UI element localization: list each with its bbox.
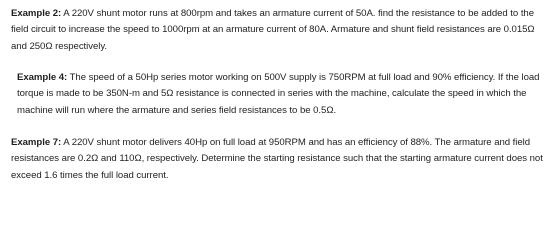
example-2-label: Example 2: — [11, 8, 62, 19]
example-4-label: Example 4: — [17, 72, 68, 83]
example-7-label: Example 7: — [11, 137, 62, 148]
example-2-text: A 220V shunt motor runs at 800rpm and takes an armature current of 50A. find the resistance to be added to the field circuit to increase the speed to 1000rpm at an armature current of 80A. Armature and shunt field resistances are 0.015Ω and 250Ω respectively. — [11, 8, 535, 52]
example-2-paragraph — [11, 6, 551, 55]
example-4-text: The speed of a 50Hp series motor working on 500V supply is 750RPM at full load and 90% efficiency. If the load torque is made to be 350N-m and 5Ω resistance is connected in series with the machine, calculate the speed in which the machine will run where the armature and series field resistances to be 0.5Ω. — [17, 72, 540, 116]
example-7-paragraph — [11, 135, 551, 184]
example-7-text: A 220V shunt motor delivers 40Hp on full load at 950RPM and has an efficiency of 88%. The armature and field resistances are 0.2Ω and 110Ω, respectively. Determine the starting resistance such that the starting armature current does not exceed 1.6 times the full load current. — [11, 137, 543, 181]
example-4-paragraph — [17, 70, 551, 119]
